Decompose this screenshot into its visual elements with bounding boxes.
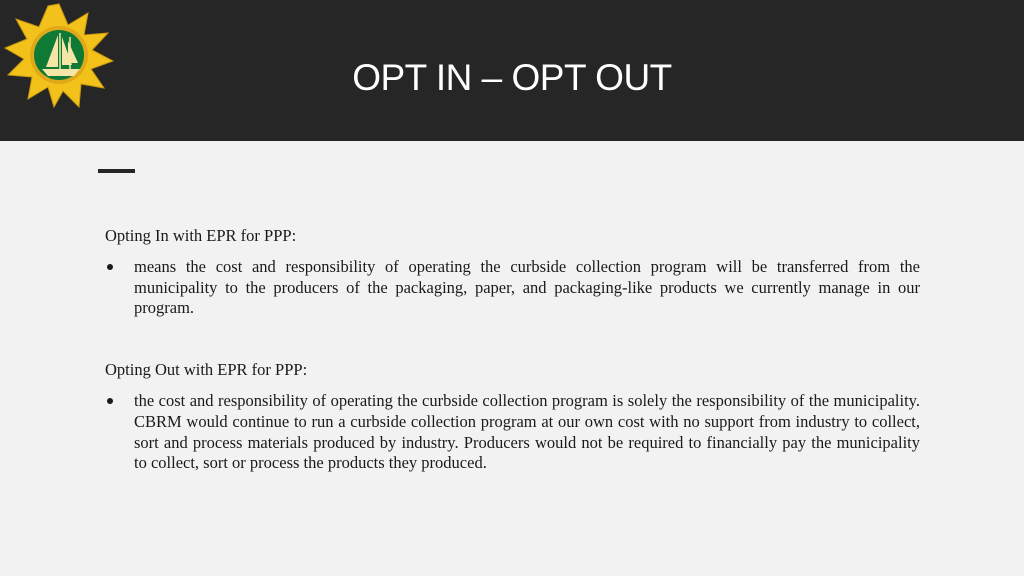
opt-out-section xyxy=(105,360,920,474)
opt-in-section xyxy=(105,226,920,319)
bullet-item xyxy=(105,257,920,319)
slide-title: OPT IN – OPT OUT xyxy=(352,57,672,98)
section-heading: Opting Out with EPR for PPP: xyxy=(105,360,308,380)
bullet-item xyxy=(105,391,920,474)
bullet-icon xyxy=(107,264,113,270)
section-heading: Opting In with EPR for PPP: xyxy=(105,226,297,245)
slide-body xyxy=(105,226,920,474)
bullet-text: the cost and responsibility of operating the curbside collection program is solely the responsibility of the municipality. CBRM would continue to run a curbside collection program at our own cost with no support from industry to collect, sort and process materials produced by industry. Producers would not be required to financially pay the municipality to collect, sort or process the products they produced. xyxy=(134,391,920,473)
bullet-text: means the cost and responsibility of operating the curbside collection program will be transferred from the municipality to the producers of the packaging, paper, and packaging-like products we currently manage in our program. xyxy=(134,257,920,318)
bullet-icon xyxy=(107,398,113,404)
accent-bar xyxy=(98,169,135,173)
title-bar xyxy=(0,0,1024,141)
